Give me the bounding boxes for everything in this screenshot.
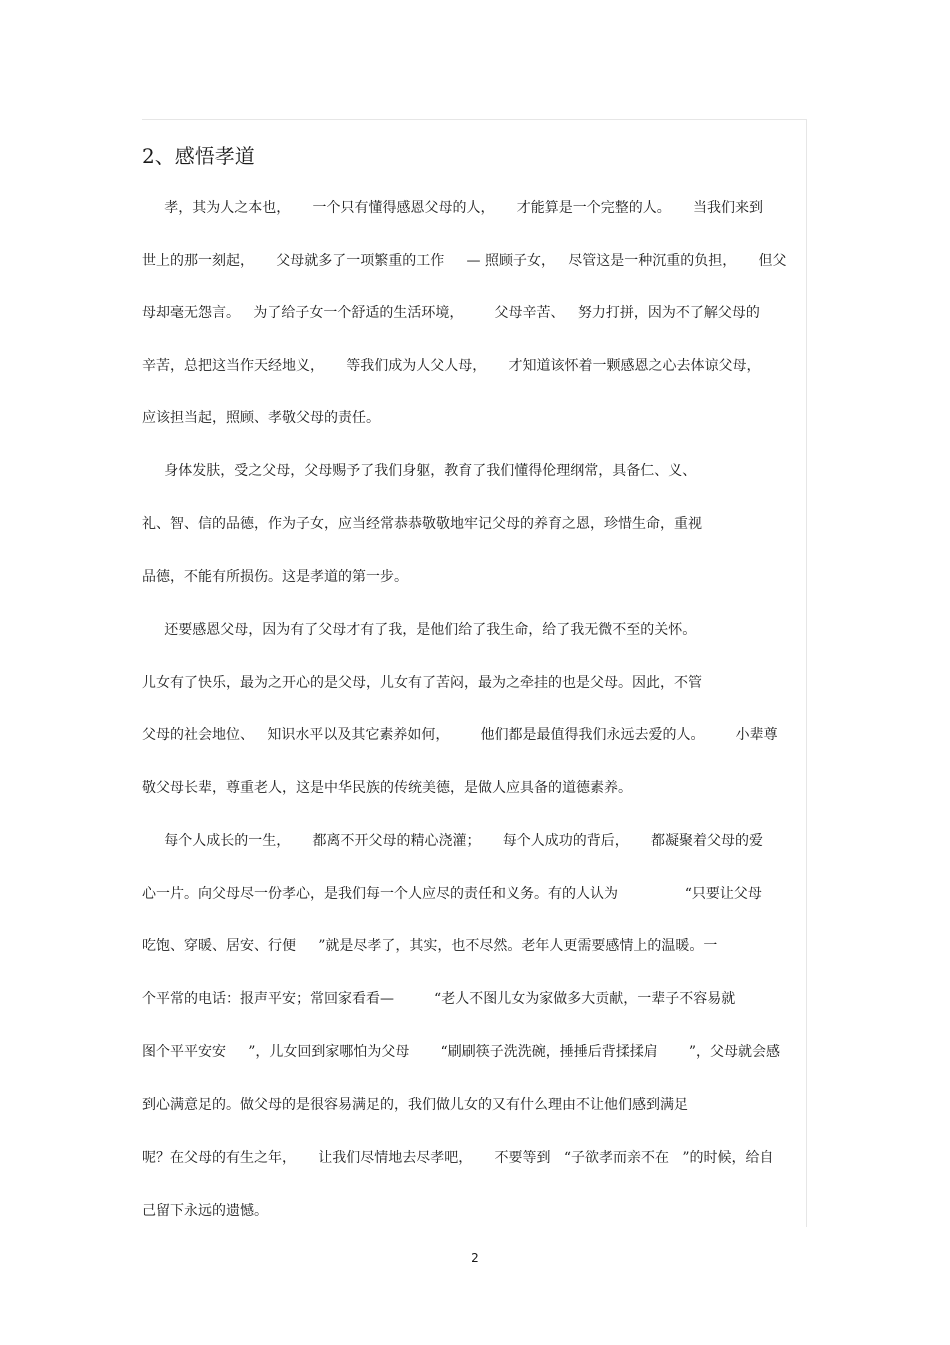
body-line: 敬父母长辈，尊重老人，这是中华民族的传统美德，是做人应具备的道德素养。	[142, 780, 632, 796]
body-line: 孝，其为人之本也， 一个只有懂得感恩父母的人， 才能算是一个完整的人。 当我们来到	[142, 200, 764, 216]
body-line: 个平常的电话：报声平安；常回家看看— “老人不图儿女为家做多大贡献，一辈子不容易就	[142, 991, 736, 1007]
body-line: 每个人成长的一生， 都离不开父母的精心浇灌； 每个人成功的背后， 都凝聚着父母的爱	[142, 833, 764, 849]
body-line: 图个平平安安 ”，儿女回到家哪怕为父母 “刷刷筷子洗洗碗，捶捶后背揉揉肩 ”，父母就会感	[142, 1044, 781, 1060]
body-line: 应该担当起，照顾、孝敬父母的责任。	[142, 410, 380, 426]
body-line: 品德，不能有所损伤。这是孝道的第一步。	[142, 569, 408, 585]
body-line: 世上的那一刻起， 父母就多了一项繁重的工作 — 照顾子女， 尽管这是一种沉重的负担， 但父	[142, 253, 787, 269]
page-number: 2	[471, 1251, 479, 1265]
body-line: 心一片。向父母尽一份孝心，是我们每一个人应尽的责任和义务。有的人认为 “只要让父母	[142, 886, 762, 902]
body-line: 母却毫无怨言。 为了给子女一个舒适的生活环境， 父母辛苦、 努力打拼，因为不了解父母的	[142, 305, 760, 321]
body-line: 礼、智、信的品德，作为子女，应当经常恭恭敬敬地牢记父母的养育之恩，珍惜生命，重视	[142, 516, 702, 532]
body-line: 呢？在父母的有生之年， 让我们尽情地去尽孝吧， 不要等到 “子欲孝而亲不在 ”的时候，给自	[142, 1150, 774, 1166]
body-line: 到心满意足的。做父母的是很容易满足的，我们做儿女的又有什么理由不让他们感到满足	[142, 1097, 688, 1113]
body-line: 身体发肤，受之父母，父母赐予了我们身躯，教育了我们懂得伦理纲常，具备仁、义、	[142, 463, 697, 479]
body-line: 辛苦，总把这当作天经地义， 等我们成为人父人母， 才知道该怀着一颗感恩之心去体谅父母，	[142, 358, 761, 374]
body-line: 还要感恩父母，因为有了父母才有了我，是他们给了我生命，给了我无微不至的关怀。	[142, 622, 697, 638]
body-line: 父母的社会地位、 知识水平以及其它素养如何， 他们都是最值得我们永远去爱的人。 小辈尊	[142, 727, 778, 743]
body-line: 儿女有了快乐，最为之开心的是父母，儿女有了苦闷，最为之牵挂的也是父母。因此，不管	[142, 675, 702, 691]
body-line: 吃饱、穿暖、居安、行便 ”就是尽孝了，其实，也不尽然。老年人更需要感情上的温暖。一	[142, 938, 718, 954]
section-heading: 2、感悟孝道	[142, 144, 255, 168]
body-line: 己留下永远的遗憾。	[142, 1203, 268, 1219]
